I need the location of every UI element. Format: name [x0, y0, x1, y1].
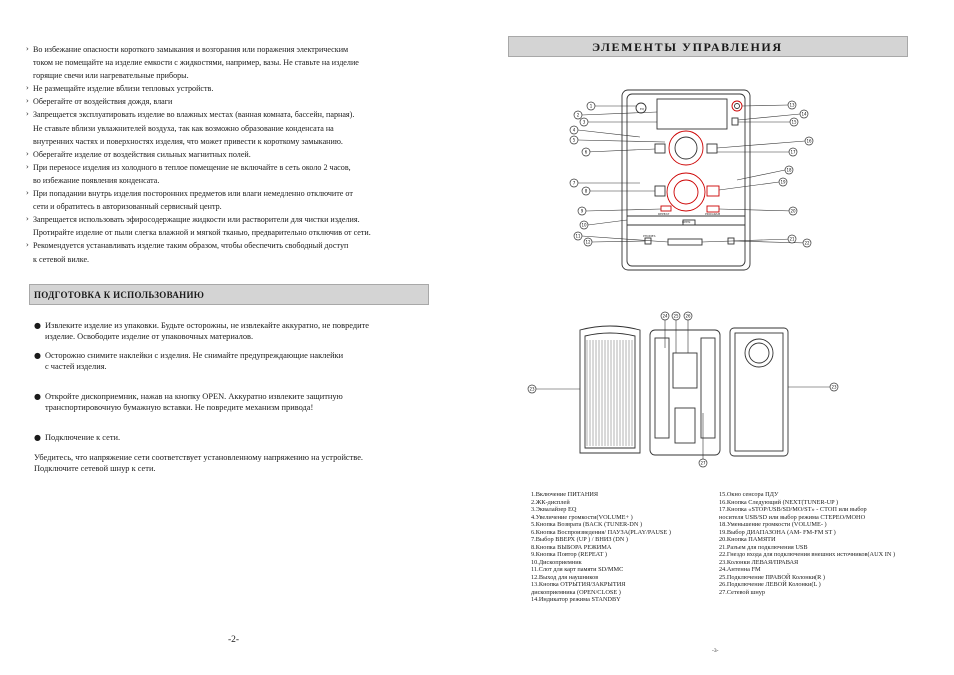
legend-entry: 7.Выбор ВВЕРХ (UP ) / ВНИЗ (DN ) [531, 536, 629, 543]
legend-entry: 6.Кнопка Воспроизведения/ ПАУЗА(PLAY/PAUSE ) [531, 528, 671, 536]
legend-entry: 24.Антенна FM [719, 566, 761, 573]
controls-section-title: ЭЛЕМЕНТЫ УПРАВЛЕНИЯ [592, 40, 783, 54]
safety-item [26, 213, 446, 239]
legend-entry: 19.Выбор ДИАПАЗОНА (АМ- FM-FM ST ) [719, 528, 836, 536]
sd-slot [668, 239, 702, 245]
right-speaker-rear [730, 328, 788, 456]
bullet-arrow-icon: › [26, 97, 29, 106]
safety-line: Оберегайте от воздействия дождя, влаги [33, 97, 173, 107]
callout-18: 18 [786, 167, 792, 173]
safety-line: Оберегайте изделие от воздействия сильных магнитных полей. [33, 149, 251, 159]
callout-12: 12 [585, 239, 591, 245]
safety-item [26, 43, 446, 82]
safety-line: Не размещайте изделие вблизи тепловых устройств. [33, 84, 214, 94]
legend-entry: дископриемника (OPEN/CLOSE ) [531, 588, 621, 596]
phones-label: PHONES [643, 234, 656, 238]
legend-entry: 9.Кнопка Повтор (REPEAT ) [531, 551, 607, 558]
safety-line: Протирайте изделие от пыли слегка влажной и мягкой тканью, предварительно отключив от сети. [33, 228, 371, 238]
callout-2: 2 [576, 112, 580, 118]
callout-5: 5 [572, 137, 576, 143]
safety-line: во избежание появления конденсата. [33, 175, 160, 185]
bullet-arrow-icon: › [26, 110, 29, 119]
prep-note-line: Убедитесь, что напряжение сети соответствует установленному напряжению на устройстве. [34, 453, 364, 462]
prep-line: изделие. Освободите изделие от упаковочных материалов. [45, 332, 254, 342]
safety-line: сети и обратитесь в авторизованный сервисный центр. [33, 202, 222, 212]
callout-13: 13 [789, 102, 795, 108]
bullet-icon: ● [34, 392, 41, 401]
control-ring-lower [667, 173, 705, 211]
main-unit-rear [650, 330, 720, 455]
bullet-arrow-icon: › [26, 84, 29, 93]
program-label: PROGRAM [705, 212, 721, 216]
callout-24: 24 [662, 313, 668, 319]
prep-line: с частей изделия. [45, 362, 107, 372]
bullet-arrow-icon: › [26, 241, 29, 250]
prep-line: Откройте дископриемник, нажав на кнопку OPEN. Аккуратно извлеките защитную [45, 392, 343, 401]
legend-entry: 16.Кнопка Следующий (NEXT(TUNER-UP ) [719, 498, 839, 506]
prep-line: транспортировочную бумажную вставки. Не повредите механизм привода! [45, 403, 314, 413]
safety-line: к сетевой вилке. [33, 254, 90, 264]
power-button [732, 101, 742, 111]
prep-note [34, 452, 454, 475]
prep-line: Осторожно снимите наклейки с изделия. Не снимайте предупреждающие наклейки [45, 351, 344, 360]
legend-entry: 27.Сетевой шнур [719, 588, 766, 596]
safety-line: При попадании внутрь изделия посторонних предметов или влаги немедленно отключите от [33, 189, 353, 199]
safety-line: Запрещается эксплуатировать изделие во влажных местах (ванная комната, бассейн, парная). [33, 110, 355, 120]
safety-line: Рекомендуется устанавливать изделие таким образом, чтобы обеспечить свободный доступ [33, 241, 349, 251]
legend-entry: 20.Кнопка ПАМЯТИ [719, 536, 776, 543]
safety-line: При переносе изделия из холодного в теплое помещение не включайте в сеть около 2 часов, [33, 162, 351, 172]
prep-line: Извлеките изделие из упаковки. Будьте осторожны, не извлекайте аккуратно, не повредите [45, 321, 369, 330]
callout-10: 10 [581, 222, 587, 228]
legend-entry: 13.Кнопка ОТРЫТИЯ/ЗАКРЫТИЯ [531, 581, 626, 588]
callout-11: 11 [575, 233, 581, 239]
callout-26: 26 [685, 313, 691, 319]
callout-16: 16 [806, 138, 812, 144]
legend-entry: 26.Подключение ЛЕВОЙ Колонки(L ) [719, 581, 821, 588]
callout-1: 1 [589, 103, 593, 109]
safety-line: горящие свечи или нагревательные приборы. [33, 71, 189, 81]
controls-legend-right [719, 491, 939, 596]
lcd-display [657, 99, 727, 129]
legend-entry: 3.Эквалайзер EQ [531, 506, 577, 513]
bullet-arrow-icon: › [26, 215, 29, 224]
callout-14: 14 [801, 111, 807, 117]
safety-item [26, 108, 446, 147]
legend-entry: 5.Кнопка Возврата (BACK (TUNER-DN ) [531, 521, 643, 528]
prep-item [34, 432, 434, 443]
safety-item [26, 82, 446, 95]
legend-entry: 18.Уменьшение громкости (VOLUME- ) [719, 521, 827, 528]
controls-section-header [508, 36, 908, 57]
safety-item [26, 187, 446, 213]
legend-entry: 4.Увеличение громкости(VOLUME+ ) [531, 513, 633, 521]
callout-20: 20 [790, 208, 796, 214]
callout-22: 22 [804, 240, 810, 246]
legend-entry: 12.Выход для наушников [531, 573, 599, 581]
callout-3: 3 [582, 119, 586, 125]
prep-line: Подключение к сети. [45, 433, 121, 442]
callout-4: 4 [572, 127, 576, 133]
safety-item [26, 95, 446, 108]
bullet-arrow-icon: › [26, 189, 29, 198]
page-number-left: -2- [228, 635, 240, 645]
safety-item [26, 161, 446, 187]
legend-entry: 11.Слот для карт памяти SD/MMC [531, 566, 624, 573]
callout-27: 27 [700, 460, 706, 466]
legend-entry: 8.Кнопка ВЫБОРА РЕЖИМА [531, 543, 612, 551]
prep-section-title: ПОДГОТОВКА К ИСПОЛЬЗОВАНИЮ [34, 290, 205, 300]
callout-9: 9 [580, 208, 584, 214]
callout-15: 15 [791, 119, 797, 125]
control-ring-upper [669, 131, 703, 165]
callout-23-left: 23 [529, 386, 535, 392]
prep-note-line: Подключите сетевой шнур к сети. [34, 464, 156, 474]
safety-line: током не помещайте на изделие емкости с жидкостями, например, вазы. Не ставьте на изделие [33, 58, 359, 68]
callout-19: 19 [780, 179, 786, 185]
legend-entry: 21.Разъем для подключения USB [719, 543, 808, 551]
page-number-right: -3- [712, 648, 719, 654]
bullet-icon: ● [34, 433, 41, 442]
play-pause-button [655, 144, 665, 153]
rear-side-diagram [525, 308, 845, 473]
bullet-arrow-icon: › [26, 45, 29, 53]
bullet-icon: ● [34, 351, 41, 360]
controls-legend-left [531, 491, 711, 604]
bullet-arrow-icon: › [26, 149, 29, 158]
legend-entry: 10.Дископриемник [531, 558, 582, 566]
safety-warnings [26, 43, 446, 266]
open-label: OPEN [682, 220, 691, 224]
callout-17: 17 [790, 149, 796, 155]
legend-entry: 15.Окно сенсора ПДУ [719, 491, 779, 498]
repeat-button [661, 206, 671, 211]
callout-8: 8 [584, 188, 588, 194]
legend-entry: 14.Индикатор режима STANDBY [531, 596, 621, 603]
left-speaker [580, 326, 640, 453]
legend-entry: 23.Колонки ЛЕВАЯ/ПРАВАЯ [719, 558, 799, 566]
callout-23-right: 23 [831, 384, 837, 390]
safety-line: Во избежание опасности короткого замыкания и возгорания или поражения электрическим [33, 45, 349, 54]
callout-6: 6 [584, 149, 588, 155]
front-panel-diagram [565, 82, 815, 274]
prep-item [34, 391, 434, 414]
legend-entry: 17.Кнопка «STOP/USB/SD/MO/ST» - СТОП или выбор [719, 506, 867, 513]
callout-21: 21 [789, 236, 795, 242]
safety-item [26, 239, 446, 265]
legend-entry: носителя USB/SD или выбор режима СТЕРЕО/МОНО [719, 513, 866, 521]
safety-line: внутренних частях и поверхностях изделия, что может привести к короткому замыканию. [33, 136, 343, 146]
safety-line: Не ставьте вблизи увлажнителей воздуха, так как возможно образование конденсата на [33, 123, 334, 133]
legend-entry: 2.ЖК-дисплей [531, 498, 570, 506]
legend-entry: 22.Гнездо входа для подключения внешних источников(AUX IN ) [719, 551, 896, 558]
stop-button [707, 144, 717, 153]
repeat-label: REPEAT [658, 212, 670, 216]
safety-line: Запрещается использовать эфиросодержащие жидкости или растворители для чистки изделия. [33, 215, 360, 225]
legend-entry: 25.Подключение ПРАВОЙ Колонки(R ) [719, 573, 825, 581]
callout-25: 25 [673, 313, 679, 319]
safety-item [26, 148, 446, 161]
eq-label: EQ [640, 107, 645, 111]
legend-entry: 1.Включение ПИТАНИЯ [531, 491, 599, 498]
prep-item [34, 320, 434, 343]
bullet-arrow-icon: › [26, 162, 29, 171]
callout-7: 7 [572, 180, 576, 186]
prep-item [34, 350, 434, 373]
prep-section-header [29, 284, 429, 305]
bullet-icon: ● [34, 321, 41, 330]
